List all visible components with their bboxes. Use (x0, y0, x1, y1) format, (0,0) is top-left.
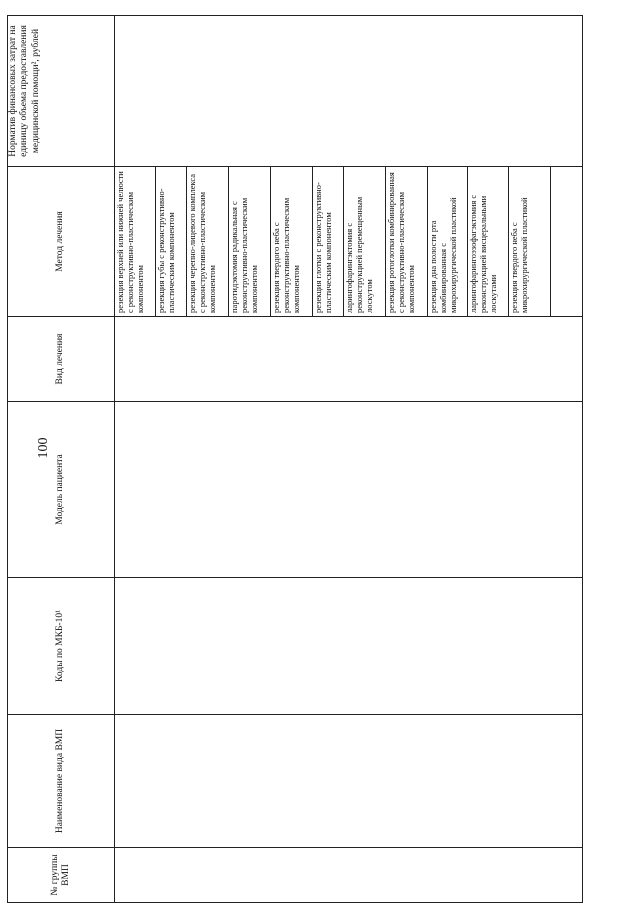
header-treatment-method: Метод лечения (8, 167, 115, 317)
method-item: резекция глотки с реконструктивно-пластическим компонентом (313, 167, 344, 316)
header-financial-norm: Норматив финансовых затрат на единицу объема предоставления медицинской помощи², рублей (8, 16, 115, 167)
header-icd-codes: Коды по МКБ-10¹ (8, 578, 115, 715)
method-item: резекция твердого неба с микрохирургической пластикой (509, 167, 551, 316)
method-list (115, 167, 582, 316)
table-row (115, 16, 583, 903)
method-item: ларингофарингоэзофагэктомия с реконструкцией висцеральными лоскутами (468, 167, 509, 316)
method-item: резекция губы с реконструктивно-пластическим компонентом (156, 167, 187, 316)
cell-icd-codes (115, 578, 583, 715)
cell-treatment-methods (115, 167, 583, 317)
cell-patient-model (115, 402, 583, 578)
method-item (551, 167, 582, 316)
cell-vmp-name (115, 715, 583, 848)
page-number: 100 (36, 437, 51, 459)
treatment-table (7, 15, 583, 903)
cell-group-number (115, 848, 583, 903)
header-vmp-name: Наименование вида ВМП (8, 715, 115, 848)
method-item: ларингофарингэктомия с реконструкцией перемещенным лоскутом (344, 167, 386, 316)
rotated-table-container (7, 16, 574, 903)
table-header-row (8, 16, 115, 903)
cell-financial-norm (115, 16, 583, 167)
cell-treatment-type (115, 317, 583, 402)
header-group-number: № группы ВМП (8, 848, 115, 903)
header-treatment-type: Вид лечения (8, 317, 115, 402)
method-item: паротидэктомия радикальная с реконструктивно-пластическим компонентом (229, 167, 271, 316)
method-item: резекция черепно-лицевого комплекса с реконструктивно-пластическим компонентом (187, 167, 229, 316)
header-patient-model: Модель пациента (8, 402, 115, 578)
method-item: резекция твердого неба с реконструктивно-пластическим компонентом (271, 167, 313, 316)
method-item: резекция ротоглотки комбинированная с реконструктивно-пластическим компонентом (386, 167, 428, 316)
method-item: резекция верхней или нижней челюсти с реконструктивно-пластическим компонентом (115, 167, 156, 316)
method-item: резекция дна полости рта комбинированная с микрохирургической пластикой (428, 167, 468, 316)
